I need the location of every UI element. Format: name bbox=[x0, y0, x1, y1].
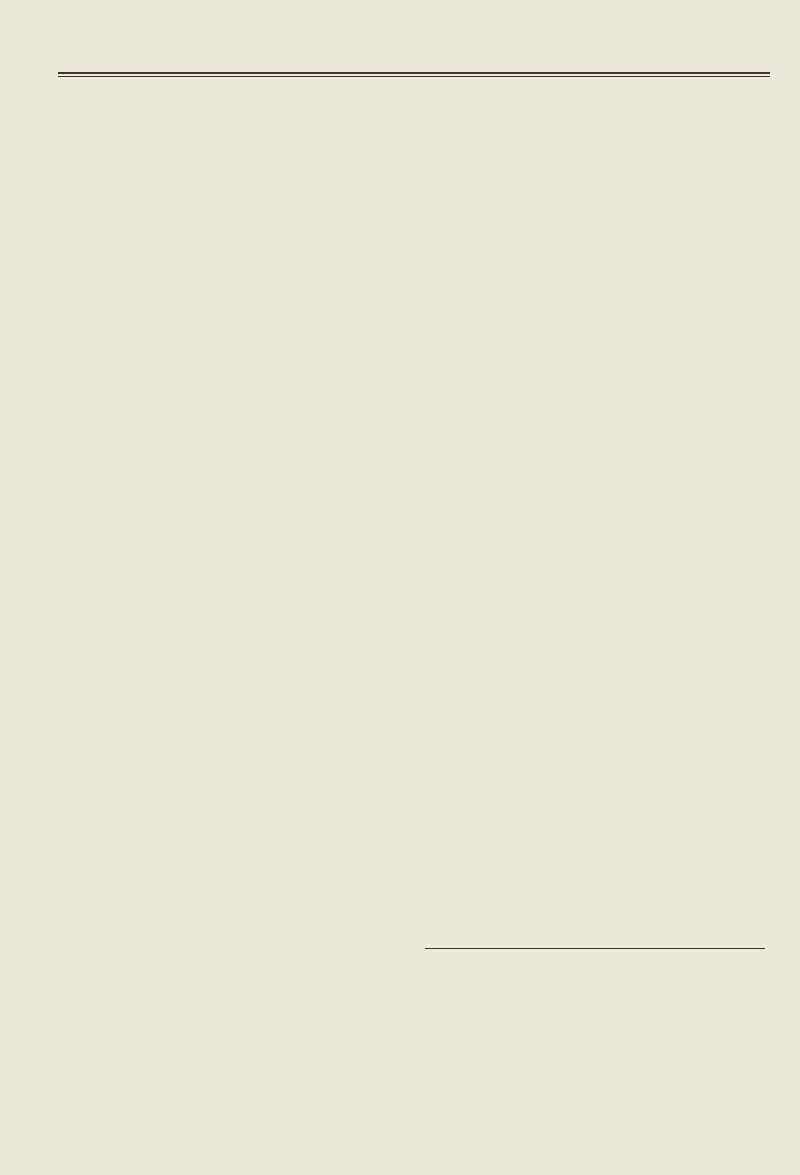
header-rule bbox=[58, 72, 770, 74]
running-header bbox=[58, 48, 770, 70]
right-column bbox=[418, 90, 768, 910]
header-rule-thin bbox=[58, 76, 770, 77]
section-separator bbox=[425, 948, 765, 949]
left-column bbox=[58, 90, 403, 1160]
